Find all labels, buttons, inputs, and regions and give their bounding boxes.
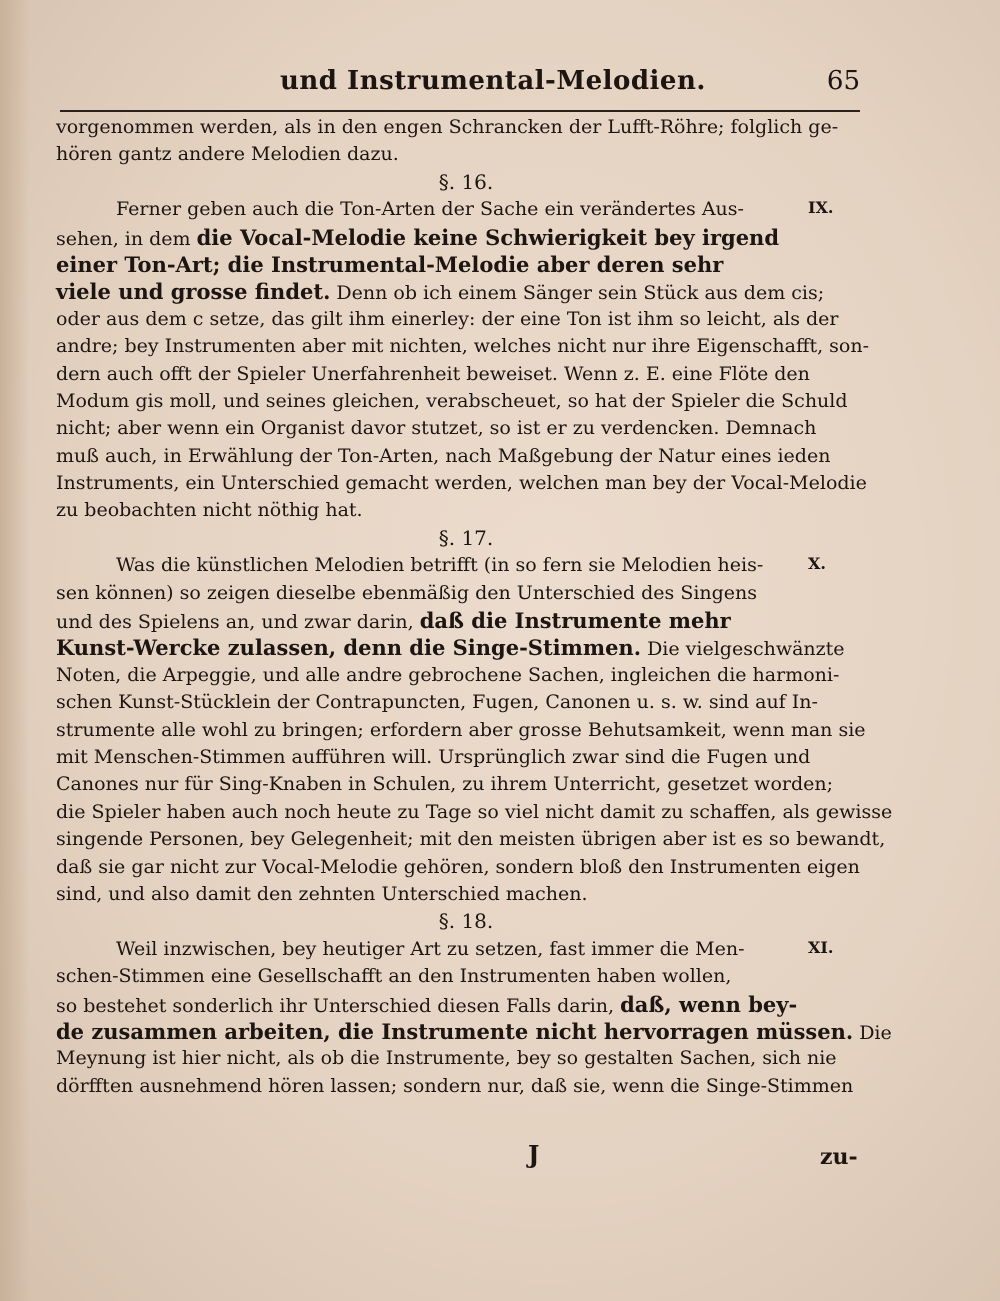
margin-number: X. bbox=[808, 554, 826, 574]
line-text: muß auch, in Erwählung der Ton-Arten, nach Maßgebung der Natur eines ieden bbox=[56, 444, 831, 467]
line-text: sind, und also damit den zehnten Unterschied machen. bbox=[56, 882, 588, 905]
text-line bbox=[56, 744, 876, 771]
text-line bbox=[56, 470, 876, 497]
running-title: und Instrumental-Melodien. bbox=[280, 66, 706, 96]
page-footer bbox=[0, 1140, 1000, 1180]
line-text: Denn ob ich einem Sänger sein Stück aus dem cis; bbox=[330, 282, 825, 305]
emphasized-text: de zusammen arbeiten, die Instrumente nicht hervorragen müssen. bbox=[56, 1018, 854, 1044]
text-line bbox=[56, 1018, 892, 1045]
text-line bbox=[56, 443, 876, 470]
text-line bbox=[56, 306, 876, 333]
signature-mark: J bbox=[528, 1140, 540, 1169]
text-line bbox=[56, 936, 876, 963]
line-text: dörfften ausnehmend hören lassen; sondern nur, daß sie, wenn die Singe-Stimmen bbox=[56, 1074, 854, 1097]
catchword: zu- bbox=[820, 1144, 858, 1170]
line-text: daß sie gar nicht zur Vocal-Melodie gehören, sondern bloß den Instrumenten eigen bbox=[56, 855, 860, 878]
text-line bbox=[56, 388, 876, 415]
line-text: §. 16. bbox=[438, 169, 494, 194]
text-line bbox=[56, 662, 876, 689]
line-text: die Spieler haben auch noch heute zu Tage so viel nicht damit zu schaffen, als gewisse bbox=[56, 800, 893, 823]
page-number: 65 bbox=[826, 66, 860, 96]
line-text: mit Menschen-Stimmen aufführen will. Ursprünglich zwar sind die Fugen und bbox=[56, 745, 811, 768]
text-line bbox=[56, 415, 876, 442]
line-text: andre; bey Instrumenten aber mit nichten, welches nicht nur ihre Eigenschafft, son- bbox=[56, 335, 870, 358]
emphasized-text: die Vocal-Melodie keine Schwierigkeit bey irgend bbox=[196, 224, 780, 250]
text-line bbox=[56, 196, 876, 223]
text-line bbox=[56, 991, 876, 1018]
text-line bbox=[56, 717, 876, 744]
line-text: Noten, die Arpeggie, und alle andre gebrochene Sachen, ingleichen die harmoni- bbox=[56, 663, 840, 686]
text-line bbox=[56, 634, 876, 661]
text-line bbox=[56, 333, 876, 360]
text-line bbox=[56, 689, 876, 716]
margin-number: XI. bbox=[808, 938, 834, 957]
line-text: schen-Stimmen eine Gesellschafft an den Instrumenten haben wollen, bbox=[56, 965, 732, 988]
section-heading bbox=[56, 908, 876, 935]
text-line bbox=[56, 251, 876, 278]
line-text: Canones nur für Sing-Knaben in Schulen, zu ihrem Unterricht, gesetzet worden; bbox=[56, 773, 834, 796]
text-line bbox=[56, 224, 876, 251]
margin-number: IX. bbox=[808, 198, 834, 218]
text-line bbox=[56, 826, 886, 853]
header-rule bbox=[60, 110, 860, 112]
line-text: sehen, in dem bbox=[56, 227, 197, 250]
text-line bbox=[56, 881, 876, 908]
line-text: strumente alle wohl zu bringen; erfordern aber grosse Behutsamkeit, wenn man sie bbox=[56, 718, 866, 741]
line-text: Weil inzwischen, bey heutiger Art zu setzen, fast immer die Men- bbox=[116, 937, 745, 960]
text-line bbox=[56, 497, 876, 524]
text-line bbox=[56, 361, 876, 388]
line-text: sen können) so zeigen dieselbe ebenmäßig den Unterschied des Singens bbox=[56, 581, 758, 604]
line-text: §. 18. bbox=[438, 909, 494, 934]
emphasized-text: Kunst-Wercke zulassen, denn die Singe-Stimmen. bbox=[56, 635, 642, 661]
line-text: Instruments, ein Unterschied gemacht werden, welchen man bey der Vocal-Melodie bbox=[56, 472, 867, 495]
text-line bbox=[56, 141, 876, 168]
text-line bbox=[56, 963, 876, 990]
section-heading bbox=[56, 169, 876, 196]
line-text: Die bbox=[853, 1021, 892, 1044]
line-text: schen Kunst-Stücklein der Contrapuncten, Fugen, Canonen u. s. w. sind auf In- bbox=[56, 691, 818, 714]
line-text: zu beobachten nicht nöthig hat. bbox=[56, 499, 363, 522]
line-text: so bestehet sonderlich ihr Unterschied diesen Falls darin, bbox=[56, 994, 621, 1017]
emphasized-text: daß die Instrumente mehr bbox=[419, 608, 731, 634]
line-text: vorgenommen werden, als in den engen Schrancken der Lufft-Röhre; folglich ge- bbox=[56, 116, 839, 138]
emphasized-text: daß, wenn bey- bbox=[620, 991, 798, 1017]
running-header bbox=[60, 66, 860, 106]
line-text: Die vielgeschwänzte bbox=[641, 638, 845, 661]
line-text: Meynung ist hier nicht, als ob die Instrumente, bey so gestalten Sachen, sich nie bbox=[56, 1047, 837, 1070]
line-text: §. 17. bbox=[438, 525, 494, 550]
line-text: Modum gis moll, und seines gleichen, verabscheuet, so hat der Spieler die Schuld bbox=[56, 389, 848, 412]
emphasized-text: viele und grosse findet. bbox=[56, 279, 331, 305]
line-text: nicht; aber wenn ein Organist davor stutzet, so ist er zu verdencken. Demnach bbox=[56, 417, 817, 440]
text-line bbox=[56, 771, 876, 798]
body-text bbox=[56, 114, 893, 1100]
line-text: hören gantz andere Melodien dazu. bbox=[56, 143, 399, 166]
line-text: und des Spielens an, und zwar darin, bbox=[56, 611, 420, 634]
text-line bbox=[56, 1045, 876, 1072]
line-text: Was die künstlichen Melodien betrifft (in so fern sie Melodien heis- bbox=[116, 554, 764, 577]
line-text: singende Personen, bey Gelegenheit; mit den meisten übrigen aber ist es so bewandt, bbox=[56, 828, 886, 851]
line-text: dern auch offt der Spieler Unerfahrenheit beweiset. Wenn z. E. eine Flöte den bbox=[56, 362, 810, 385]
text-line bbox=[56, 799, 893, 826]
page-edge-shadow bbox=[0, 0, 30, 1301]
text-line bbox=[56, 278, 876, 305]
section-heading bbox=[56, 525, 876, 552]
line-text: Ferner geben auch die Ton-Arten der Sache ein verändertes Aus- bbox=[116, 198, 744, 221]
text-line bbox=[56, 552, 876, 579]
text-line bbox=[56, 580, 876, 607]
text-line bbox=[56, 1073, 876, 1100]
text-line bbox=[56, 607, 876, 634]
line-text: oder aus dem c setze, das gilt ihm einerley: der eine Ton ist ihm so leicht, als der bbox=[56, 307, 839, 330]
text-line bbox=[56, 854, 876, 881]
text-line bbox=[56, 114, 876, 141]
emphasized-text: einer Ton-Art; die Instrumental-Melodie aber deren sehr bbox=[56, 251, 724, 277]
